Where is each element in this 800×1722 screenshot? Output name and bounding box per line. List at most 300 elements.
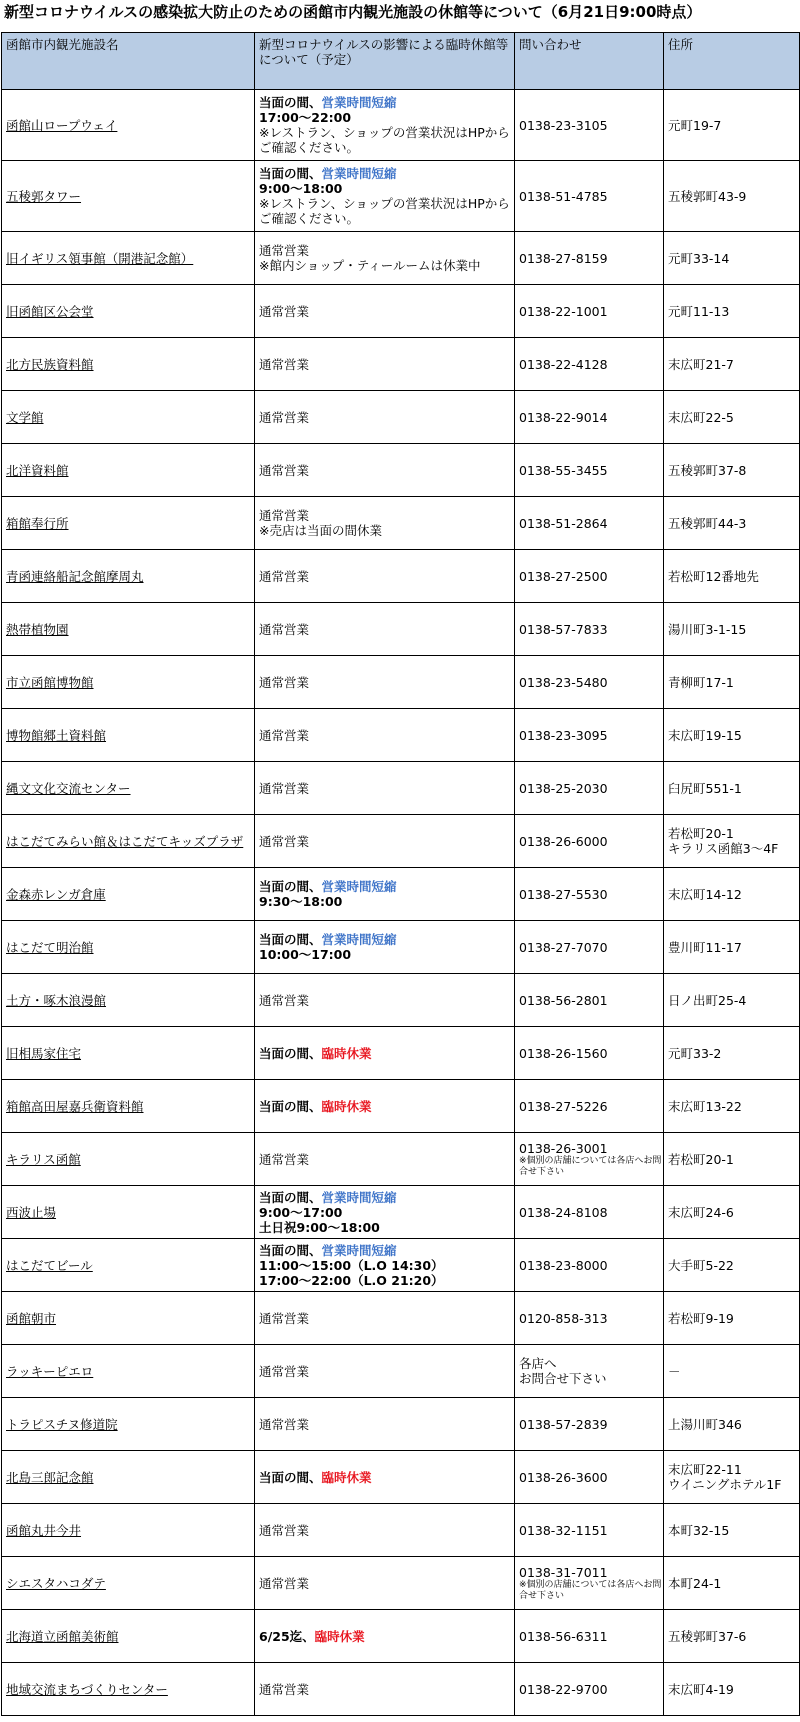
status-cell: [255, 1504, 515, 1557]
facility-name-link[interactable]: 箱館奉行所: [6, 515, 69, 531]
table-row: [2, 1080, 800, 1133]
contact-cell: [515, 656, 664, 709]
table-row: [2, 497, 800, 550]
status-text: 通常営業: [259, 303, 310, 319]
facility-name-cell: [2, 1557, 255, 1610]
facility-name-link[interactable]: 北島三郎記念館: [6, 1469, 94, 1485]
facility-name-link[interactable]: 縄文文化交流センター: [6, 780, 131, 796]
contact-text: 0138-56-2801: [519, 992, 608, 1008]
table-row: [2, 921, 800, 974]
address-text: 本町32-15: [668, 1522, 730, 1538]
status-text: ※館内ショップ・ティールームは休業中: [259, 258, 481, 273]
address-cell: [664, 1610, 800, 1663]
facility-name-link[interactable]: はこだてみらい館＆はこだてキッズプラザ: [6, 833, 244, 849]
status-cell: [255, 1610, 515, 1663]
facility-name-link[interactable]: 函館山ロープウェイ: [6, 117, 118, 133]
address-text: 本町24-1: [668, 1575, 722, 1591]
status-text: 9:00～17:00: [259, 1204, 343, 1220]
status-text: 当面の間、: [259, 166, 322, 181]
facility-name-cell: [2, 656, 255, 709]
address-text: 臼尻町551-1: [668, 780, 742, 796]
facility-name-link[interactable]: 函館丸井今井: [6, 1522, 82, 1538]
contact-text: 0138-31-7011: [519, 1564, 608, 1580]
table-row: [2, 444, 800, 497]
table-row: [2, 1186, 800, 1239]
contact-text: 0138-57-7833: [519, 621, 608, 637]
status-cell: [255, 1557, 515, 1610]
contact-cell: [515, 1027, 664, 1080]
status-cell: [255, 815, 515, 868]
address-cell: [664, 1186, 800, 1239]
status-text: 営業時間短縮: [321, 932, 397, 947]
contact-cell: [515, 1133, 664, 1186]
facility-name-cell: [2, 1133, 255, 1186]
status-cell: [255, 1292, 515, 1345]
contact-text: 0138-27-5226: [519, 1098, 608, 1114]
contact-cell: [515, 338, 664, 391]
contact-cell: [515, 444, 664, 497]
contact-cell: [515, 1557, 664, 1610]
contact-text: 0138-51-2864: [519, 515, 608, 531]
status-text: ※レストラン、ショップの営業状況はHPからご確認ください。: [259, 196, 510, 226]
facility-name-cell: [2, 974, 255, 1027]
facility-name-link[interactable]: はこだて明治館: [6, 939, 94, 955]
table-row: [2, 868, 800, 921]
contact-cell: [515, 285, 664, 338]
address-cell: [664, 1080, 800, 1133]
header-status: 新型コロナウイルスの影響による臨時休館等について（予定）: [255, 33, 515, 90]
facility-name-link[interactable]: キラリス函館: [6, 1151, 81, 1167]
contact-cell: [515, 974, 664, 1027]
facility-name-cell: [2, 90, 255, 161]
contact-text: 0138-56-6311: [519, 1628, 608, 1644]
contact-text: 0138-27-2500: [519, 568, 608, 584]
address-text: 末広町22-5: [668, 409, 734, 425]
contact-cell: [515, 1451, 664, 1504]
address-cell: [664, 232, 800, 285]
status-text: 通常営業: [259, 243, 310, 258]
status-text: 通常営業: [259, 780, 310, 796]
table-row: [2, 1557, 800, 1610]
facility-name-link[interactable]: 博物館郷土資料館: [6, 727, 107, 743]
contact-cell: [515, 1663, 664, 1716]
status-text: 通常営業: [259, 1575, 310, 1591]
facility-name-cell: [2, 497, 255, 550]
table-row: [2, 338, 800, 391]
address-text: 末広町24-6: [668, 1204, 734, 1220]
address-text: 元町33-14: [668, 250, 730, 266]
status-cell: [255, 656, 515, 709]
status-text: 通常営業: [259, 1310, 310, 1326]
status-text: 土日祝9:00～18:00: [259, 1219, 380, 1235]
address-cell: [664, 1504, 800, 1557]
address-cell: [664, 1027, 800, 1080]
address-cell: [664, 762, 800, 815]
status-cell: [255, 709, 515, 762]
status-text: 通常営業: [259, 727, 310, 743]
contact-cell: [515, 921, 664, 974]
facility-name-cell: [2, 1610, 255, 1663]
contact-text: 0138-57-2839: [519, 1416, 608, 1432]
address-text: 豊川町11-17: [668, 939, 742, 955]
facility-name-cell: [2, 1027, 255, 1080]
status-text: 17:00～22:00: [259, 110, 352, 125]
status-text: 営業時間短縮: [321, 879, 397, 894]
status-text: 当面の間、: [259, 95, 322, 110]
address-cell: [664, 497, 800, 550]
contact-note: ※個別の店舗については各店へお問合せ下さい: [519, 1579, 662, 1601]
facility-name-link[interactable]: 北方民族資料館: [6, 356, 94, 372]
status-cell: [255, 1398, 515, 1451]
table-row: [2, 974, 800, 1027]
contact-cell: [515, 815, 664, 868]
contact-text: お問合せ下さい: [519, 1371, 607, 1386]
status-text: 通常営業: [259, 409, 310, 425]
status-text: 通常営業: [259, 621, 310, 637]
status-text: 営業時間短縮: [321, 166, 397, 181]
table-row: [2, 285, 800, 338]
address-cell: [664, 603, 800, 656]
address-cell: [664, 1557, 800, 1610]
facility-name-link[interactable]: 北海道立函館美術館: [6, 1628, 119, 1644]
contact-cell: [515, 1398, 664, 1451]
contact-text: 0138-26-6000: [519, 833, 608, 849]
contact-text: 0138-23-8000: [519, 1257, 608, 1273]
address-text: －: [668, 1363, 681, 1379]
status-text: 営業時間短縮: [321, 95, 397, 110]
table-header-row: [2, 33, 800, 90]
address-text: 元町19-7: [668, 117, 722, 133]
status-text: 通常営業: [259, 508, 310, 523]
contact-cell: [515, 232, 664, 285]
contact-cell: [515, 497, 664, 550]
contact-cell: [515, 391, 664, 444]
table-row: [2, 1663, 800, 1716]
contact-cell: [515, 603, 664, 656]
status-cell: [255, 1663, 515, 1716]
address-text: 湯川町3-1-15: [668, 621, 747, 637]
facility-name-cell: [2, 1292, 255, 1345]
address-cell: [664, 1451, 800, 1504]
status-text: 臨時休業: [321, 1045, 372, 1061]
facility-name-cell: [2, 550, 255, 603]
address-text: 末広町4-19: [668, 1681, 734, 1697]
status-cell: [255, 90, 515, 161]
status-text: 通常営業: [259, 674, 310, 690]
facility-name-cell: [2, 762, 255, 815]
facility-name-cell: [2, 1663, 255, 1716]
status-cell: [255, 603, 515, 656]
facility-name-link[interactable]: 旧相馬家住宅: [6, 1045, 82, 1061]
status-cell: [255, 1080, 515, 1133]
contact-text: 0138-22-9700: [519, 1681, 608, 1697]
contact-text: 0138-26-1560: [519, 1045, 608, 1061]
table-row: [2, 1504, 800, 1557]
status-text: 通常営業: [259, 462, 310, 478]
status-text: 臨時休業: [314, 1628, 365, 1644]
address-text: 末広町13-22: [668, 1098, 742, 1114]
facility-name-cell: [2, 921, 255, 974]
table-row: [2, 1610, 800, 1663]
status-text: 営業時間短縮: [321, 1189, 397, 1205]
table-row: [2, 656, 800, 709]
table-row: [2, 90, 800, 161]
contact-text: 0138-23-3105: [519, 117, 608, 133]
contact-text: 0138-22-4128: [519, 356, 608, 372]
facility-name-link[interactable]: 土方・啄木浪漫館: [6, 992, 107, 1008]
facility-name-cell: [2, 444, 255, 497]
facility-name-link[interactable]: 旧イギリス領事館（開港記念館）: [6, 250, 194, 266]
status-text: 通常営業: [259, 1151, 310, 1167]
facility-name-cell: [2, 1451, 255, 1504]
status-text: 当面の間、: [259, 1045, 322, 1061]
status-text: 通常営業: [259, 1416, 310, 1432]
status-text: 11:00～15:00（L.O 14:30）: [259, 1257, 444, 1273]
status-text: ※売店は当面の間休業: [259, 523, 382, 538]
header-contact: 問い合わせ: [515, 33, 664, 90]
facility-name-link[interactable]: シエスタハコダテ: [6, 1575, 106, 1591]
facility-name-link[interactable]: 函館朝市: [6, 1310, 57, 1326]
status-cell: [255, 550, 515, 603]
contact-text: 各店へ: [519, 1356, 557, 1371]
status-text: 通常営業: [259, 356, 310, 372]
contact-cell: [515, 1504, 664, 1557]
facility-name-link[interactable]: 青函連絡船記念館摩周丸: [6, 568, 144, 584]
contact-cell: [515, 709, 664, 762]
address-cell: [664, 921, 800, 974]
contact-text: 0138-32-1151: [519, 1522, 608, 1538]
contact-cell: [515, 1080, 664, 1133]
table-row: [2, 1451, 800, 1504]
status-text: 通常営業: [259, 568, 310, 584]
status-cell: [255, 497, 515, 550]
status-text: 9:00～18:00: [259, 181, 343, 196]
table-body: [2, 90, 800, 1716]
status-cell: [255, 921, 515, 974]
status-cell: [255, 868, 515, 921]
status-cell: [255, 1027, 515, 1080]
status-text: 10:00～17:00: [259, 947, 352, 962]
address-text: 若松町20-1: [668, 1151, 734, 1167]
status-cell: [255, 974, 515, 1027]
status-text: 通常営業: [259, 833, 310, 849]
facility-name-link[interactable]: 五稜郭タワー: [6, 188, 82, 204]
status-cell: [255, 1133, 515, 1186]
facility-name-link[interactable]: 文学館: [6, 409, 44, 425]
address-cell: [664, 444, 800, 497]
table-row: [2, 1292, 800, 1345]
facilities-table: [1, 32, 800, 1716]
contact-cell: [515, 550, 664, 603]
address-cell: [664, 656, 800, 709]
address-text: 末広町19-15: [668, 727, 742, 743]
contact-text: 0138-25-2030: [519, 780, 608, 796]
contact-text: 0138-22-1001: [519, 303, 608, 319]
table-row: [2, 1133, 800, 1186]
status-cell: [255, 762, 515, 815]
status-cell: [255, 232, 515, 285]
status-text: 当面の間、: [259, 932, 322, 947]
facility-name-cell: [2, 1345, 255, 1398]
address-text: 末広町22-11: [668, 1462, 742, 1477]
status-text: 通常営業: [259, 992, 310, 1008]
facility-name-cell: [2, 285, 255, 338]
address-cell: [664, 709, 800, 762]
address-text: 上湯川町346: [668, 1416, 742, 1432]
facility-name-link[interactable]: 地域交流まちづくりセンター: [6, 1681, 168, 1697]
status-text: 9:30～18:00: [259, 894, 343, 909]
table-row: [2, 762, 800, 815]
address-cell: [664, 974, 800, 1027]
status-text: 当面の間、: [259, 1242, 322, 1258]
contact-cell: [515, 90, 664, 161]
address-text: 青柳町17-1: [668, 674, 734, 690]
contact-text: 0138-23-3095: [519, 727, 608, 743]
contact-cell: [515, 161, 664, 232]
table-row: [2, 550, 800, 603]
contact-text: 0138-51-4785: [519, 188, 608, 204]
contact-text: 0138-24-8108: [519, 1204, 608, 1220]
contact-text: 0138-55-3455: [519, 462, 608, 478]
contact-text: 0120-858-313: [519, 1310, 608, 1326]
facility-name-link[interactable]: 市立函館博物館: [6, 674, 94, 690]
address-text: 大手町5-22: [668, 1257, 734, 1273]
status-text: 当面の間、: [259, 1189, 322, 1205]
address-cell: [664, 1345, 800, 1398]
facility-name-cell: [2, 161, 255, 232]
contact-text: 0138-23-5480: [519, 674, 608, 690]
status-text: 臨時休業: [321, 1469, 372, 1485]
facility-name-cell: [2, 1504, 255, 1557]
facility-name-cell: [2, 815, 255, 868]
address-cell: [664, 161, 800, 232]
status-cell: [255, 1451, 515, 1504]
address-text: 末広町14-12: [668, 886, 742, 902]
facility-name-link[interactable]: 金森赤レンガ倉庫: [6, 886, 106, 902]
address-cell: [664, 868, 800, 921]
status-text: 営業時間短縮: [321, 1242, 397, 1258]
status-cell: [255, 285, 515, 338]
address-cell: [664, 550, 800, 603]
status-text: 当面の間、: [259, 1469, 322, 1485]
status-text: 通常営業: [259, 1681, 310, 1697]
status-cell: [255, 1345, 515, 1398]
facility-name-cell: [2, 232, 255, 285]
facility-name-link[interactable]: トラピスチヌ修道院: [6, 1416, 118, 1432]
status-cell: [255, 1186, 515, 1239]
status-text: 臨時休業: [321, 1098, 372, 1114]
contact-text: 0138-26-3600: [519, 1469, 608, 1485]
address-text: 五稜郭町37-8: [668, 462, 747, 478]
table-row: [2, 1239, 800, 1292]
status-text: 17:00～22:00（L.O 21:20）: [259, 1272, 444, 1288]
header-facility-name: 函館市内観光施設名: [2, 33, 255, 90]
contact-cell: [515, 1345, 664, 1398]
status-cell: [255, 391, 515, 444]
facility-name-cell: [2, 1186, 255, 1239]
address-text: ウイニングホテル1F: [668, 1477, 782, 1492]
contact-text: 0138-26-3001: [519, 1140, 608, 1156]
status-text: 通常営業: [259, 1522, 310, 1538]
facility-name-cell: [2, 1398, 255, 1451]
contact-cell: [515, 1610, 664, 1663]
address-cell: [664, 338, 800, 391]
status-text: ※レストラン、ショップの営業状況はHPからご確認ください。: [259, 125, 510, 155]
contact-cell: [515, 1239, 664, 1292]
facility-name-link[interactable]: 北洋資料館: [6, 462, 69, 478]
address-text: 末広町21-7: [668, 356, 734, 372]
facility-name-cell: [2, 709, 255, 762]
address-cell: [664, 1133, 800, 1186]
table-row: [2, 161, 800, 232]
header-address: 住所: [664, 33, 800, 90]
status-cell: [255, 338, 515, 391]
status-text: 当面の間、: [259, 879, 322, 894]
contact-note: ※個別の店舗については各店へお問合せ下さい: [519, 1155, 662, 1177]
table-row: [2, 709, 800, 762]
contact-cell: [515, 762, 664, 815]
address-text: 若松町9-19: [668, 1310, 734, 1326]
contact-cell: [515, 868, 664, 921]
address-text: 元町11-13: [668, 303, 730, 319]
address-cell: [664, 1663, 800, 1716]
facility-name-link[interactable]: はこだてビール: [6, 1257, 93, 1273]
contact-text: 0138-22-9014: [519, 409, 608, 425]
address-text: 五稜郭町44-3: [668, 515, 747, 531]
address-cell: [664, 391, 800, 444]
contact-text: 0138-27-5530: [519, 886, 608, 902]
facility-name-link[interactable]: 西波止場: [6, 1204, 57, 1220]
table-row: [2, 1027, 800, 1080]
address-cell: [664, 1398, 800, 1451]
facility-name-cell: [2, 1080, 255, 1133]
facility-name-link[interactable]: ラッキーピエロ: [6, 1363, 94, 1379]
status-cell: [255, 1239, 515, 1292]
contact-text: 0138-27-7070: [519, 939, 608, 955]
contact-cell: [515, 1186, 664, 1239]
facility-name-cell: [2, 391, 255, 444]
status-cell: [255, 161, 515, 232]
address-text: 五稜郭町37-6: [668, 1628, 747, 1644]
address-cell: [664, 90, 800, 161]
facility-name-cell: [2, 868, 255, 921]
table-row: [2, 603, 800, 656]
facility-name-link[interactable]: 箱館高田屋嘉兵衛資料館: [6, 1098, 144, 1114]
address-text: 元町33-2: [668, 1045, 722, 1061]
facility-name-cell: [2, 338, 255, 391]
facility-name-cell: [2, 603, 255, 656]
status-text: 6/25迄、: [259, 1628, 315, 1644]
table-row: [2, 815, 800, 868]
status-cell: [255, 444, 515, 497]
facility-name-link[interactable]: 旧函館区公会堂: [6, 303, 94, 319]
page-title: 新型コロナウイルスの感染拡大防止のための函館市内観光施設の休館等について（6月21日9:00時点）: [4, 3, 702, 21]
facility-name-link[interactable]: 熱帯植物園: [6, 621, 69, 637]
address-text: 若松町12番地先: [668, 568, 759, 584]
table-row: [2, 1345, 800, 1398]
address-cell: [664, 1239, 800, 1292]
facility-name-cell: [2, 1239, 255, 1292]
status-text: 通常営業: [259, 1363, 310, 1379]
address-text: 日ノ出町25-4: [668, 992, 747, 1008]
status-text: 当面の間、: [259, 1098, 322, 1114]
address-cell: [664, 285, 800, 338]
address-text: 若松町20-1: [668, 826, 734, 841]
address-text: キラリス函館3～4F: [668, 841, 779, 856]
address-cell: [664, 1292, 800, 1345]
address-text: 五稜郭町43-9: [668, 188, 747, 204]
address-cell: [664, 815, 800, 868]
